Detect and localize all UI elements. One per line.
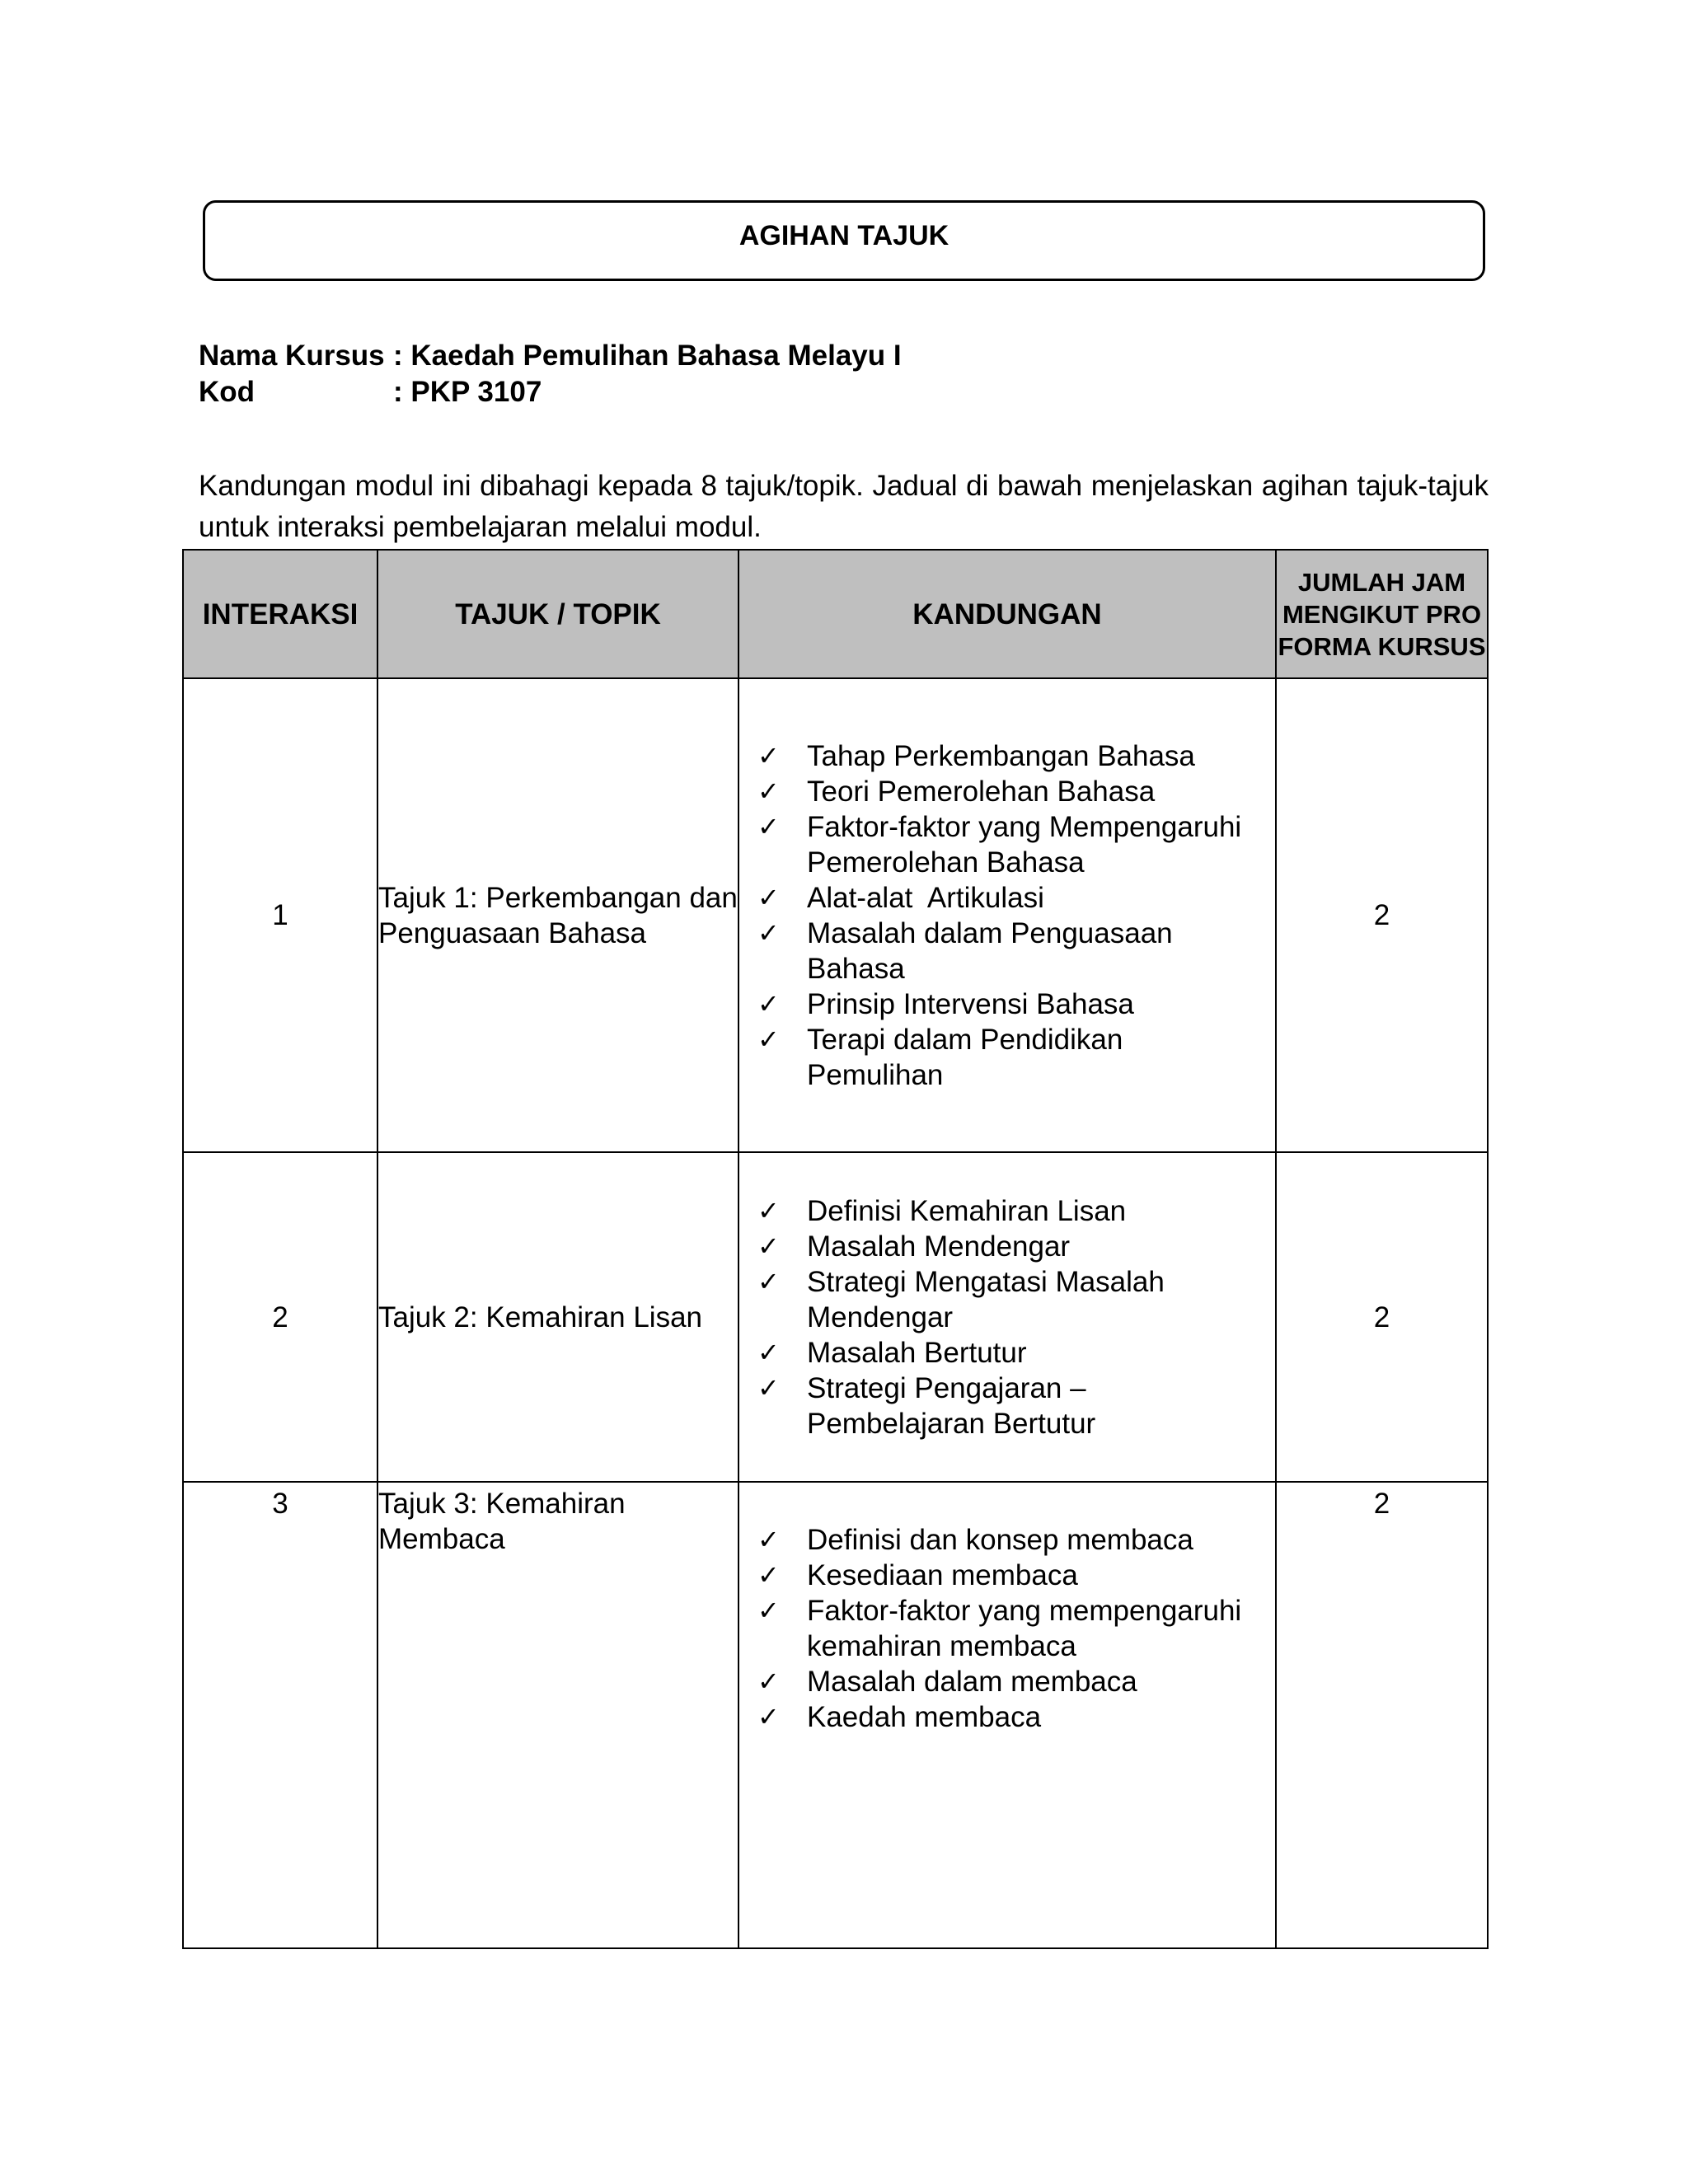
check-icon: ✓ bbox=[757, 1524, 780, 1555]
check-icon: ✓ bbox=[757, 810, 780, 842]
content-item-text: Masalah dalam Penguasaan Bahasa bbox=[807, 916, 1173, 985]
content-item-text: Alat-alat Artikulasi bbox=[807, 881, 1044, 914]
intro-paragraph: Kandungan modul ini dibahagi kepada 8 tajuk/topik. Jadual di bawah menjelaskan agihan tajuk-tajuk untuk interaksi pembelajaran melalui modul. bbox=[199, 470, 1489, 543]
jam-cell: 2 bbox=[1276, 1152, 1488, 1482]
check-icon: ✓ bbox=[757, 916, 780, 949]
content-item bbox=[757, 1371, 1267, 1441]
header-kandungan: KANDUNGAN bbox=[738, 550, 1276, 678]
check-icon: ✓ bbox=[757, 1023, 780, 1055]
content-item-text: Definisi Kemahiran Lisan bbox=[807, 1194, 1127, 1227]
header-tajuk: TAJUK / TOPIK bbox=[377, 550, 738, 678]
check-icon: ✓ bbox=[757, 1336, 780, 1368]
content-list bbox=[739, 738, 1275, 1093]
jam-cell: 2 bbox=[1276, 678, 1488, 1152]
course-code-row bbox=[199, 374, 902, 410]
content-item-text: Definisi dan konsep membaca bbox=[807, 1524, 1193, 1556]
table-row bbox=[183, 1482, 1488, 1948]
check-icon: ✓ bbox=[757, 1701, 780, 1732]
course-code-label: Kod bbox=[199, 376, 256, 408]
check-icon: ✓ bbox=[757, 739, 780, 771]
content-item-text: Prinsip Intervensi Bahasa bbox=[807, 987, 1134, 1020]
content-list bbox=[739, 1193, 1275, 1441]
course-name-label: Nama Kursus bbox=[199, 340, 385, 372]
interaksi-cell: 3 bbox=[183, 1482, 377, 1948]
interaksi-cell: 1 bbox=[183, 678, 377, 1152]
content-item-text: Teori Pemerolehan Bahasa bbox=[807, 775, 1156, 808]
check-icon: ✓ bbox=[757, 1595, 780, 1626]
kandungan-cell bbox=[738, 1482, 1276, 1948]
content-item bbox=[757, 880, 1267, 916]
check-icon: ✓ bbox=[757, 775, 780, 807]
course-code-value: : PKP 3107 bbox=[393, 376, 542, 408]
check-icon: ✓ bbox=[757, 1194, 780, 1226]
content-item bbox=[757, 1558, 1267, 1593]
kandungan-cell bbox=[738, 1152, 1276, 1482]
page-title: AGIHAN TAJUK bbox=[738, 220, 950, 251]
content-item bbox=[757, 809, 1267, 880]
interaksi-cell: 2 bbox=[183, 1152, 377, 1482]
tajuk-cell: Tajuk 2: Kemahiran Lisan bbox=[377, 1152, 738, 1482]
content-item-text: Faktor-faktor yang Mempengaruhi Pemerolehan Bahasa bbox=[807, 810, 1242, 879]
content-item bbox=[757, 1522, 1267, 1558]
content-item bbox=[757, 1593, 1267, 1664]
check-icon: ✓ bbox=[757, 881, 780, 913]
jam-cell: 2 bbox=[1276, 1482, 1488, 1948]
header-interaksi: INTERAKSI bbox=[183, 550, 377, 678]
content-item-text: Faktor-faktor yang mempengaruhi kemahiran membaca bbox=[807, 1595, 1242, 1662]
content-item bbox=[757, 738, 1267, 774]
content-item bbox=[757, 1022, 1267, 1093]
content-item-text: Tahap Perkembangan Bahasa bbox=[807, 739, 1195, 772]
content-list bbox=[739, 1522, 1275, 1735]
table-header-row bbox=[183, 550, 1488, 678]
table-row bbox=[183, 678, 1488, 1152]
content-item-text: Masalah dalam membaca bbox=[807, 1666, 1137, 1698]
check-icon: ✓ bbox=[757, 1559, 780, 1591]
check-icon: ✓ bbox=[757, 1666, 780, 1697]
content-item bbox=[757, 1264, 1267, 1335]
check-icon: ✓ bbox=[757, 1371, 780, 1404]
header-jumlah-jam: JUMLAH JAM MENGIKUT PRO FORMA KURSUS bbox=[1276, 550, 1488, 678]
course-name-row bbox=[199, 338, 902, 374]
content-item bbox=[757, 1229, 1267, 1264]
content-item bbox=[757, 774, 1267, 809]
check-icon: ✓ bbox=[757, 1230, 780, 1262]
kandungan-cell bbox=[738, 678, 1276, 1152]
course-name-value: : Kaedah Pemulihan Bahasa Melayu I bbox=[393, 340, 902, 372]
table-row bbox=[183, 1152, 1488, 1482]
content-item-text: Kaedah membaca bbox=[807, 1701, 1042, 1733]
content-item-text: Kesediaan membaca bbox=[807, 1559, 1078, 1591]
content-item bbox=[757, 1664, 1267, 1699]
content-item bbox=[757, 916, 1267, 987]
tajuk-cell: Tajuk 3: Kemahiran Membaca bbox=[377, 1482, 738, 1948]
content-item-text: Terapi dalam Pendidikan Pemulihan bbox=[807, 1023, 1123, 1091]
content-item-text: Strategi Pengajaran – Pembelajaran Bertutur bbox=[807, 1371, 1096, 1440]
tajuk-cell: Tajuk 1: Perkembangan dan Penguasaan Bahasa bbox=[377, 678, 738, 1152]
content-item bbox=[757, 1335, 1267, 1371]
content-item bbox=[757, 1193, 1267, 1229]
title-box bbox=[203, 200, 1485, 281]
content-item bbox=[757, 1699, 1267, 1735]
check-icon: ✓ bbox=[757, 1265, 780, 1297]
check-icon: ✓ bbox=[757, 987, 780, 1019]
content-item-text: Strategi Mengatasi Masalah Mendengar bbox=[807, 1265, 1165, 1333]
content-item-text: Masalah Bertutur bbox=[807, 1336, 1027, 1369]
content-item-text: Masalah Mendengar bbox=[807, 1230, 1071, 1263]
content-item bbox=[757, 987, 1267, 1022]
topic-distribution-table bbox=[182, 549, 1489, 1949]
course-info bbox=[199, 338, 902, 410]
